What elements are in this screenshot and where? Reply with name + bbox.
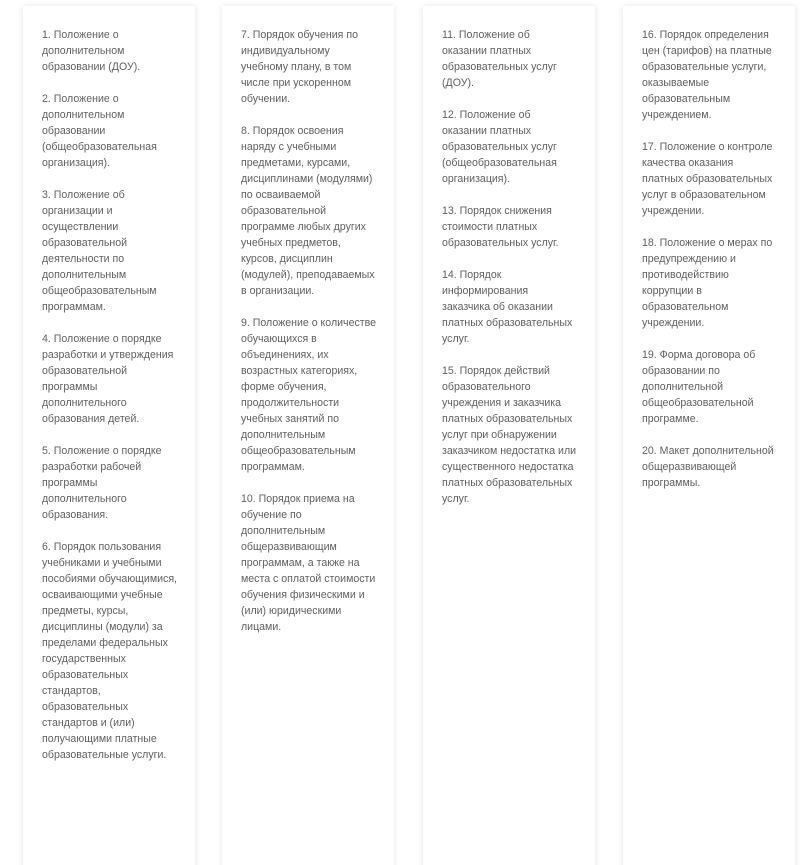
document-link-7[interactable]: 7. Порядок обучения по индивидуальному учебному плану, в том числе при ускоренном обучении. (241, 29, 358, 105)
document-link-9[interactable]: 9. Положение о количестве обучающихся в объединениях, их возрастных категориях, форме обучения, продолжительности учебных занятий по дополнительным общеобразовательным программам. (241, 317, 377, 473)
document-link-16[interactable]: 16. Порядок определения цен (тарифов) на платные образовательные услуги, оказываемые образовательным учреждением. (642, 29, 772, 121)
document-link-19[interactable]: 19. Форма договора об образовании по дополнительной общеобразовательной программе. (642, 349, 756, 425)
document-link-13[interactable]: 13. Порядок снижения стоимости платных образовательных услуг. (442, 205, 559, 249)
document-link-3[interactable]: 3. Положение об организации и осуществлении образовательной деятельности по дополнительным общеобразовательным программам. (42, 189, 157, 313)
document-link-10[interactable]: 10. Порядок приема на обучение по дополнительным общеразвивающим программам, а также на места с оплатой стоимости обучения физическими и (или) юридическими лицами. (241, 493, 376, 633)
document-link-6[interactable]: 6. Порядок пользования учебниками и учебными пособиями обучающимися, осваивающими учебные предметы, курсы, дисциплины (модули) за пределами федеральных государственных образовательных стандартов, образовательных стандартов и (или) получающими платные образовательные услуги. (42, 541, 177, 761)
document-link-14[interactable]: 14. Порядок информирования заказчика об оказании платных образовательных услуг. (442, 269, 573, 345)
documents-column-4 (623, 6, 795, 865)
document-link-8[interactable]: 8. Порядок освоения наряду с учебными предметами, курсами, дисциплинами (модулями) по осваиваемой образовательной программе любых других учебных предметов, курсов, дисциплин (модулей), преподаваемых в организации. (241, 125, 375, 297)
document-link-4[interactable]: 4. Положение о порядке разработки и утверждения образовательной программы дополнительного образования детей. (42, 333, 174, 425)
document-link-2[interactable]: 2. Положение о дополнительном образовании (общеобразовательная организация). (42, 93, 157, 169)
document-link-1[interactable]: 1. Положение о дополнительном образовании (ДОУ). (42, 29, 141, 73)
document-link-11[interactable]: 11. Положение об оказании платных образовательных услуг (ДОУ). (442, 29, 557, 89)
documents-column-1 (23, 6, 195, 865)
document-link-20[interactable]: 20. Макет дополнительной общеразвивающей программы. (642, 445, 774, 489)
document-link-18[interactable]: 18. Положение о мерах по предупреждению и противодействию коррупции в образовательном учреждении. (642, 237, 773, 329)
document-link-15[interactable]: 15. Порядок действий образовательного учреждения и заказчика платных образовательных услуг при обнаружении заказчиком недостатка или существенного недостатка платных образовательных услуг. (442, 365, 577, 505)
document-link-17[interactable]: 17. Положение о контроле качества оказания платных образовательных услуг в образовательном учреждении. (642, 141, 773, 217)
document-link-5[interactable]: 5. Положение о порядке разработки рабочей программы дополнительного образования. (42, 445, 162, 521)
documents-column-3 (423, 6, 595, 865)
document-link-12[interactable]: 12. Положение об оказании платных образовательных услуг (общеобразовательная организация). (442, 109, 557, 185)
documents-column-2 (222, 6, 394, 865)
